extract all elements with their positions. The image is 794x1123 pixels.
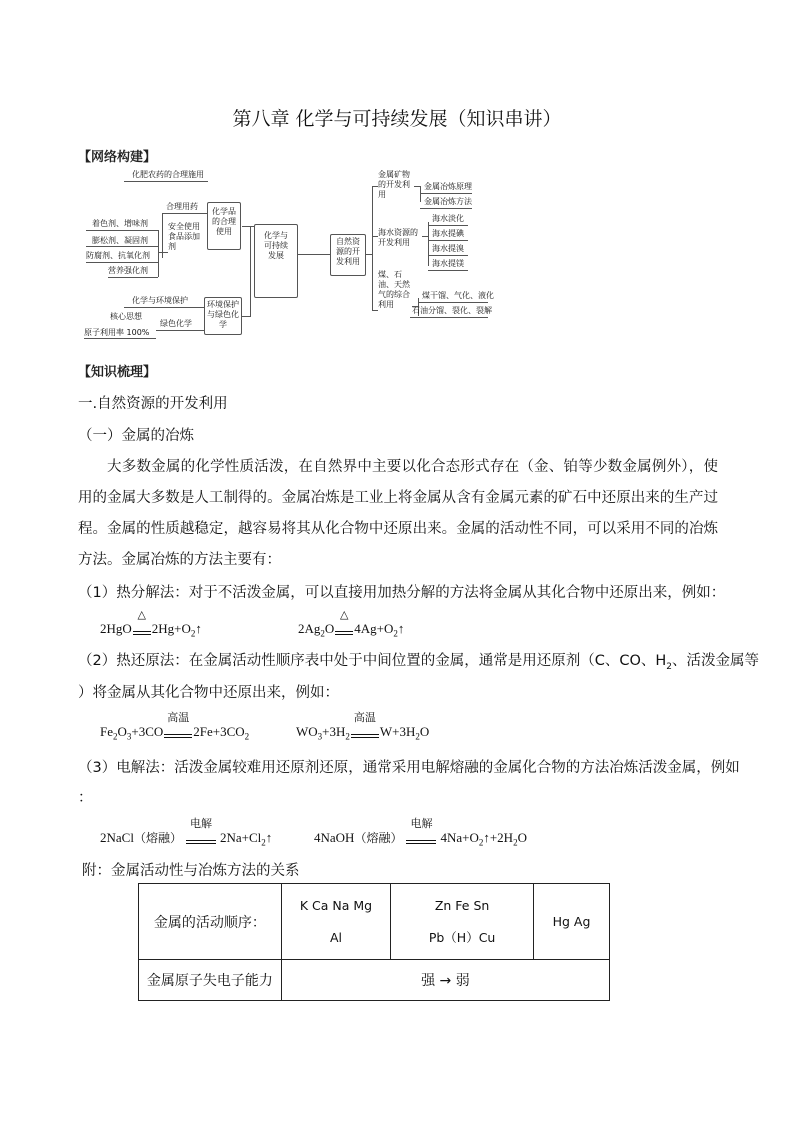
- table-cell-group2: Zn Fe Sn Pb（H）Cu: [391, 884, 534, 960]
- method-thermal-reduction-cont: ）将金属从其化合物中还原出来，例如：: [78, 685, 339, 701]
- equation-wo3: $WO_3+3H_2$ 高温 $W+3H_2O$: [296, 711, 430, 742]
- mindmap-leaf: 防腐剂、抗氧化剂: [86, 251, 150, 260]
- mindmap-leaf: 金属矿物的开发利用: [378, 170, 410, 199]
- method-thermal-decomposition: （1）热分解法：对于不活泼金属，可以直接用加热分解的方法将金属从其化合物中还原出来，例如：: [78, 585, 726, 601]
- heading-natural-resources: 一.自然资源的开发利用: [78, 396, 228, 412]
- mindmap-node-environment: 环境保护与绿色化学: [204, 297, 242, 335]
- mindmap-leaf: 化学与环境保护: [132, 296, 188, 305]
- heat-symbol: △: [340, 608, 349, 621]
- mindmap-leaf: 膨松剂、凝固剂: [92, 236, 148, 245]
- method-electrolysis-cont: ：: [78, 790, 93, 806]
- table-cell-group1: K Ca Na Mg Al: [281, 884, 390, 960]
- mindmap-leaf: 着色剂、增味剂: [92, 219, 148, 228]
- equation-fe2o3: $Fe_2O_3+3CO$ 高温 $2Fe+3CO_2$: [100, 711, 250, 742]
- mindmap-leaf: 海水提溴: [432, 244, 464, 253]
- table-cell-group3: Hg Ag: [534, 884, 610, 960]
- equation-hgo: 2HgO △ $2Hg+O_2↑$: [100, 608, 202, 639]
- paragraph-intro: 大多数金属的化学性质活泼，在自然界中主要以化合态形式存在（金、铂等少数金属例外），使用的金属大多数是人工制得的。金属冶炼是工业上将金属从含有金属元素的矿石中还原出来的生产过程。金属的性质越稳定，越容易将其从化合物中还原出来。金属的活动性不同，可以采用不同的冶炼方法。金属冶炼的方法主要有：: [78, 459, 718, 568]
- mindmap-leaf: 原子利用率 100%: [84, 328, 150, 337]
- heat-symbol: △: [137, 608, 147, 621]
- mindmap-leaf: 营养强化剂: [108, 266, 148, 275]
- mindmap-leaf: 海水提碘: [432, 229, 464, 238]
- mindmap-leaf: 绿色化学: [160, 319, 192, 328]
- method-electrolysis: （3）电解法：活泼金属较难用还原剂还原，通常采用电解熔融的金属化合物的方法冶炼活泼金属，例如: [78, 760, 740, 776]
- mindmap-leaf: 安全使用食品添加剂: [168, 222, 200, 251]
- mindmap-leaf: 海水资源的开发利用: [378, 228, 418, 247]
- page-title: 第八章 化学与可持续发展（知识串讲）: [232, 108, 562, 130]
- mindmap-leaf: 煤、石油、天然气的综合利用: [378, 270, 410, 309]
- mindmap-leaf: 核心思想: [110, 312, 142, 321]
- table-cell-activity-label: 金属的活动顺序：: [139, 884, 282, 960]
- mindmap-leaf: 合理用药: [166, 202, 198, 211]
- heading-metal-smelting: （一）金属的冶炼: [78, 428, 194, 444]
- mindmap-leaf: 石油分馏、裂化、裂解: [412, 306, 492, 315]
- mindmap-leaf: 海水提镁: [432, 259, 464, 268]
- section-network-heading: 【网络构建】: [78, 150, 157, 165]
- method-thermal-reduction: （2）热还原法：在金属活动性顺序表中处于中间位置的金属，通常是用还原剂（C、CO、$H_2$、活泼金属等: [78, 653, 760, 672]
- appendix-label: 附：金属活动性与冶炼方法的关系: [82, 863, 300, 879]
- equation-nacl: 2NaCl（熔融） 电解 $2Na+Cl_2↑$: [100, 817, 273, 848]
- mindmap-leaf: 金属冶炼原理: [424, 182, 472, 191]
- mindmap-node-resources: 自然资源的开发利用: [330, 234, 366, 276]
- table-cell-electron-label: 金属原子失电子能力: [139, 960, 282, 1001]
- equation-ag2o: $2Ag_2O$ △ $4Ag+O_2↑$: [298, 608, 405, 639]
- mindmap-center-node: 化学与可持续发展: [254, 224, 298, 298]
- mindmap-leaf: 金属冶炼方法: [424, 197, 472, 206]
- mindmap: [80, 166, 500, 344]
- activity-table: [138, 883, 610, 1001]
- table-cell-electron-value: 强 → 弱: [281, 960, 609, 1001]
- mindmap-leaf: 海水淡化: [432, 214, 464, 223]
- equation-naoh: 4NaOH（熔融） 电解 $4Na+O_2↑+2H_2O$: [314, 817, 527, 848]
- mindmap-node-chemicals: 化学品的合理使用: [207, 202, 241, 250]
- mindmap-leaf: 化肥农药的合理施用: [132, 170, 204, 179]
- mindmap-leaf: 煤干馏、气化、液化: [422, 291, 494, 300]
- section-knowledge-heading: 【知识梳理】: [78, 365, 157, 380]
